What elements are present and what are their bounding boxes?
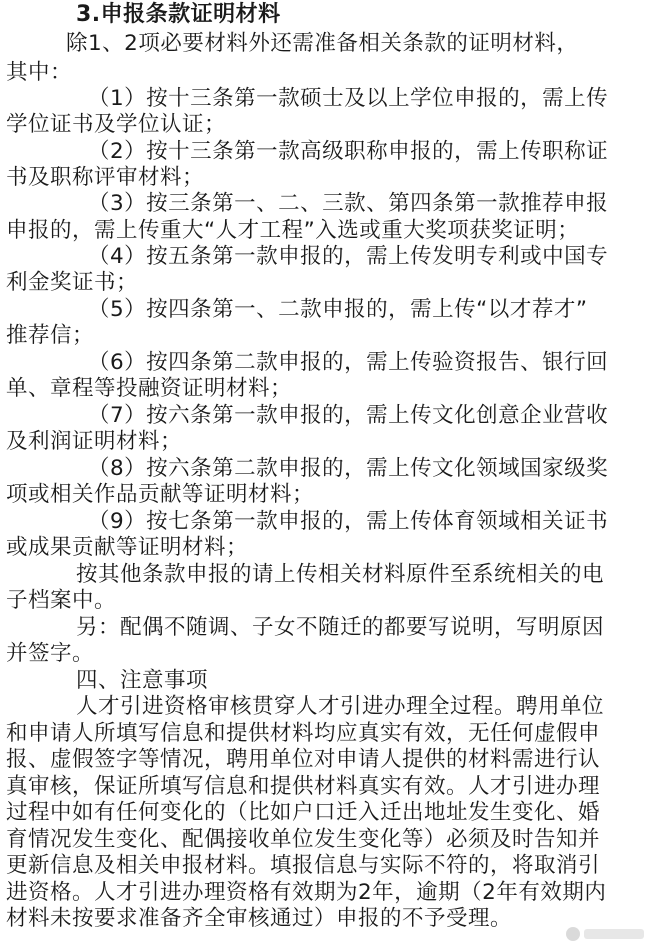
text-line: 推荐信； [6, 323, 95, 348]
text-line: （7）按六条第一款申报的，需上传文化创意企业营收 [88, 403, 609, 428]
text-line: （1）按十三条第一款硕士及以上学位申报的，需上传 [88, 86, 609, 111]
text-line: （6）按四条第二款申报的，需上传验资报告、银行回 [88, 350, 609, 375]
text-line: 其中： [6, 60, 73, 85]
text-line: （2）按十三条第一款高级职称申报的，需上传职称证 [88, 139, 609, 164]
text-line: 学位证书及学位认证； [6, 112, 227, 137]
section-heading: 3.申报条款证明材料 [76, 2, 281, 27]
text-line: 单、章程等投融资证明材料； [6, 376, 293, 401]
watermark-logo [566, 924, 644, 944]
section-subheading: 四、注意事项 [76, 668, 209, 693]
text-line: 和申请人所填写信息和提供材料均应真实有效，无任何虚假申 [6, 721, 601, 746]
text-line: 并签字。 [6, 641, 95, 666]
watermark-icon [566, 927, 580, 941]
text-line: 报、虚假签字等情况，聘用单位对申请人提供的材料需进行认 [6, 747, 601, 772]
text-line: 申报的，需上传重大“人才工程”入选或重大奖项获奖证明； [6, 218, 580, 243]
text-line: 材料未按要求准备齐全审核通过）申报的不予受理。 [6, 906, 513, 931]
text-line: （5）按四条第一、二款申报的，需上传“以才荐才” [88, 297, 588, 322]
text-line: 书及职称评审材料； [6, 165, 205, 190]
text-line: 育情况发生变化、配偶接收单位发生变化等）必须及时告知并 [6, 827, 601, 852]
text-line: 子档案中。 [6, 588, 117, 613]
text-line: 另：配偶不随调、子女不随迁的都要写说明，写明原因 [76, 615, 605, 640]
text-line: 进资格。人才引进办理资格有效期为2年，逾期（2年有效期内 [6, 880, 607, 905]
text-line: 按其他条款申报的请上传相关材料原件至系统相关的电 [76, 562, 605, 587]
text-line: 真审核，保证所填写信息和提供材料真实有效。人才引进办理 [6, 774, 601, 799]
text-line: 人才引进资格审核贯穿人才引进办理全过程。聘用单位 [76, 694, 605, 719]
text-line: （8）按六条第二款申报的，需上传文化领域国家级奖 [88, 456, 609, 481]
text-line: 项或相关作品贡献等证明材料； [6, 482, 315, 507]
text-line: （9）按七条第一款申报的，需上传体育领域相关证书 [88, 509, 609, 534]
text-line: 过程中如有任何变化的（比如户口迁入迁出地址发生变化、婚 [6, 800, 601, 825]
text-line: 及利润证明材料； [6, 429, 183, 454]
text-line: （3）按三条第一、二、三款、第四条第一款推荐申报 [88, 191, 609, 216]
watermark-mark [584, 929, 644, 939]
text-line: （4）按五条第一款申报的，需上传发明专利或中国专 [88, 244, 609, 269]
text-line: 更新信息及相关申报材料。填报信息与实际不符的，将取消引 [6, 853, 601, 878]
text-line: 利金奖证书； [6, 270, 139, 295]
text-line: 或成果贡献等证明材料； [6, 535, 249, 560]
text-line: 除1、2项必要材料外还需准备相关条款的证明材料， [66, 31, 579, 56]
